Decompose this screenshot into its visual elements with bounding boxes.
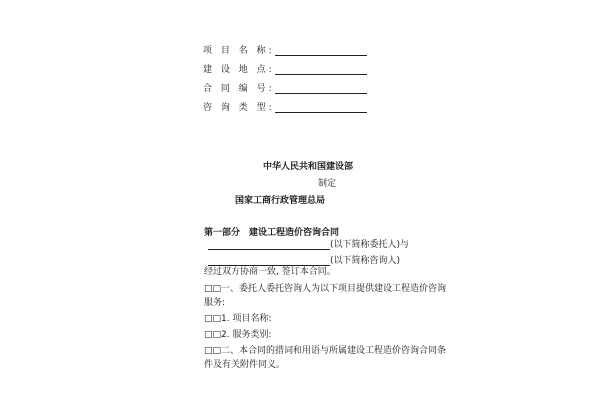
- clause2-line2: 件及有关附件同义。: [204, 360, 286, 370]
- consulting-type-label: 咨 询 类 型:: [203, 103, 275, 113]
- issuer-made: 制定: [318, 179, 337, 189]
- project-name-label: 项 目 名 称:: [203, 46, 275, 56]
- construction-site-field: [203, 59, 403, 75]
- item-service-category: □□2. 服务类别:: [204, 330, 272, 340]
- party-client-blank: [208, 239, 330, 250]
- clause1-line1: □□一、委托人委托咨询人为以下项目提供建设工程造价咨询: [204, 284, 447, 294]
- construction-site-blank: [275, 64, 367, 75]
- contract-number-field: [203, 78, 403, 94]
- clause2-line1: □□二、本合同的措词和用语与所属建设工程造价咨询合同条: [204, 346, 447, 356]
- issuer-ministry: 中华人民共和国建设部: [263, 162, 354, 172]
- party-client-row: [204, 236, 409, 250]
- item-project-name: □□1. 项目名称:: [204, 314, 272, 324]
- section-title: 第一部分 建设工程造价咨询合同: [204, 228, 340, 238]
- issuer-administration: 国家工商行政管理总局: [235, 196, 326, 206]
- clause1-line2: 服务:: [204, 298, 226, 308]
- consulting-type-field: [203, 97, 403, 113]
- consulting-type-blank: [275, 102, 367, 113]
- party-consultant-row: [204, 252, 400, 266]
- project-name-field: [203, 40, 403, 56]
- cover-fields: [203, 40, 403, 116]
- agreement-text: 经过双方协商一致, 签订本合同。: [204, 267, 336, 277]
- contract-number-label: 合 同 编 号:: [203, 84, 275, 94]
- construction-site-label: 建 设 地 点:: [203, 65, 275, 75]
- party-consultant-blank: [208, 255, 330, 266]
- party-consultant-suffix: (以下简称咨询人): [330, 256, 401, 266]
- party-client-suffix: (以下简称委托人)与: [330, 240, 410, 250]
- contract-number-blank: [275, 83, 367, 94]
- project-name-blank: [275, 45, 367, 56]
